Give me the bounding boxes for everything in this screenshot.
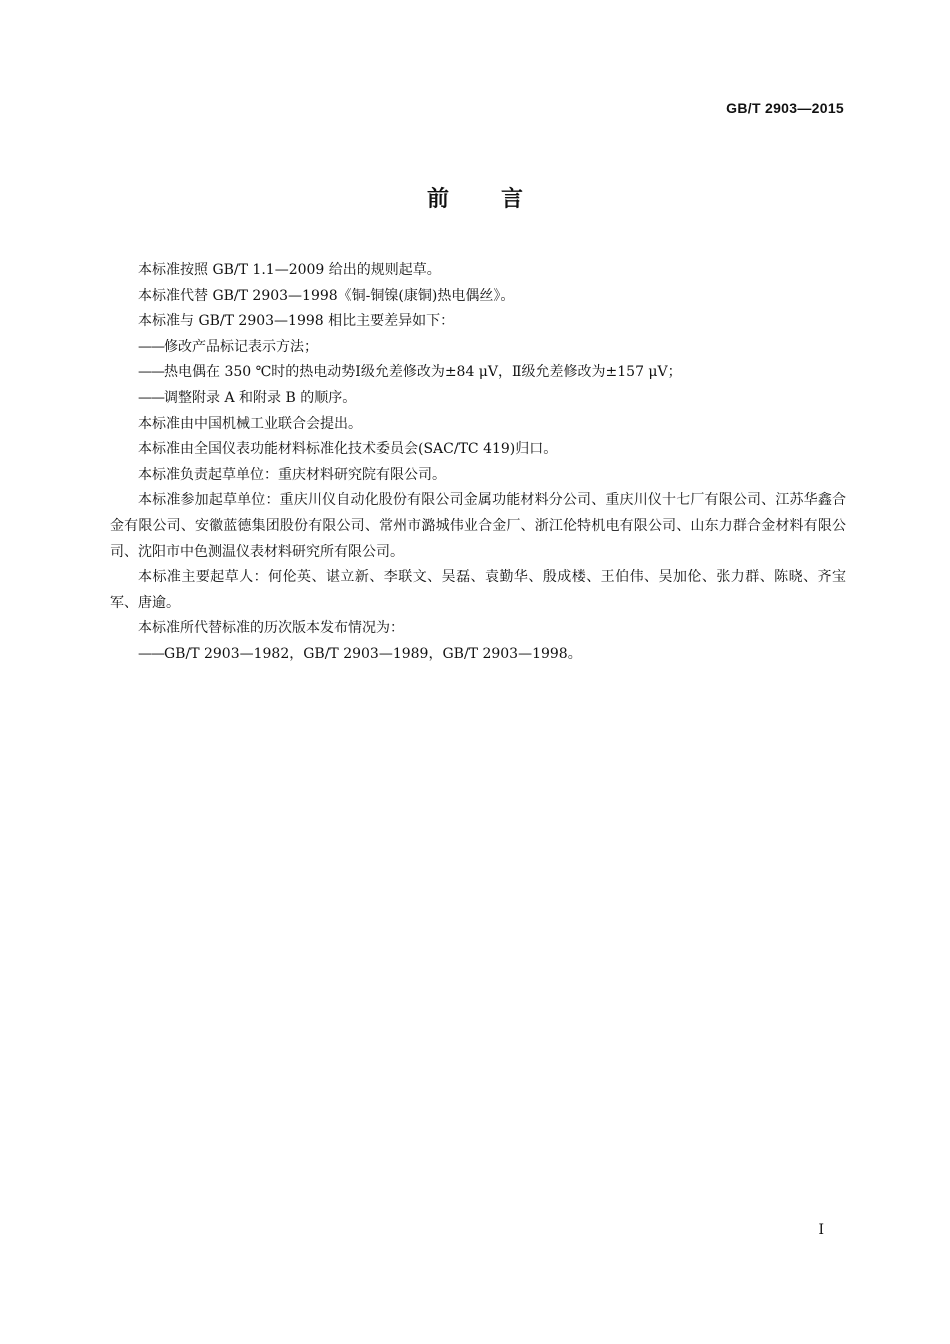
paragraph: 本标准由中国机械工业联合会提出。: [138, 415, 362, 432]
dash-item-text: GB/T 2903—1982，GB/T 2903—1989，GB/T 2903—1998。: [164, 645, 582, 662]
dash-list-item: [110, 386, 846, 412]
page-number: I: [818, 1222, 824, 1238]
paragraph: 本标准与 GB/T 2903—1998 相比主要差异如下：: [138, 313, 455, 330]
paragraph: 本标准负责起草单位：重庆材料研究院有限公司。: [138, 466, 446, 483]
dash-list-item: [110, 360, 846, 386]
paragraph: 本标准主要起草人：何伦英、谌立新、李联文、吴磊、袁勤华、殷成楼、王伯伟、吴加伦、张力群、陈晓、齐宝军、唐逾。: [110, 569, 846, 611]
dash-item-text: 修改产品标记表示方法；: [164, 338, 318, 355]
dash-mark: ——: [138, 389, 164, 406]
dash-mark: ——: [138, 364, 164, 381]
paragraph: 本标准按照 GB/T 1.1—2009 给出的规则起草。: [138, 262, 441, 278]
paragraph: 本标准由全国仪表功能材料标准化技术委员会(SAC/TC 419)归口。: [138, 441, 558, 458]
standard-code-header: GB/T 2903—2015: [726, 100, 844, 116]
dash-list-item: [110, 642, 846, 668]
paragraph: 本标准所代替标准的历次版本发布情况为：: [138, 620, 404, 637]
document-body: [110, 258, 846, 668]
paragraph: 本标准代替 GB/T 2903—1998《铜-铜镍(康铜)热电偶丝》。: [138, 287, 515, 304]
dash-mark: ——: [138, 645, 164, 662]
dash-item-text: 热电偶在 350 ℃时的热电动势Ⅰ级允差修改为±84 μV，Ⅱ级允差修改为±157 μV；: [164, 364, 682, 381]
page-title: 前言: [426, 187, 575, 212]
dash-mark: ——: [138, 338, 164, 355]
dash-list-item: [110, 335, 846, 361]
dash-item-text: 调整附录 A 和附录 B 的顺序。: [164, 389, 357, 406]
paragraph: 本标准参加起草单位：重庆川仪自动化股份有限公司金属功能材料分公司、重庆川仪十七厂有限公司、江苏华鑫合金有限公司、安徽蓝德集团股份有限公司、常州市潞城伟业合金厂、浙江伦特机电有限公司、山东力群合金材料有限公司、沈阳市中色测温仪表材料研究所有限公司。: [110, 492, 846, 560]
